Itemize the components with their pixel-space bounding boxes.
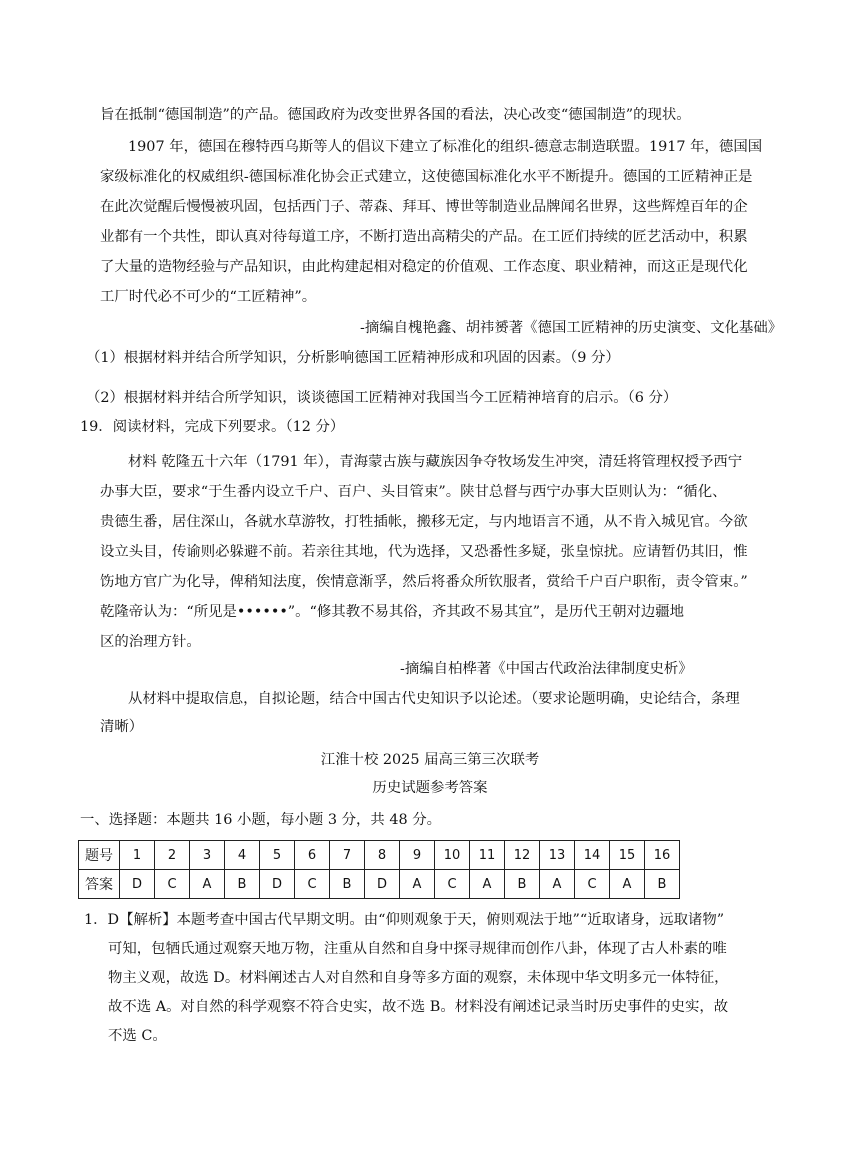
- answer-table: [78, 840, 680, 899]
- answer-cell: A: [540, 870, 575, 899]
- question-number: 5: [260, 841, 295, 870]
- table-row-label: 题号: [79, 841, 120, 870]
- table-row: [79, 841, 680, 870]
- question-number: 9: [400, 841, 435, 870]
- question-number: 2: [155, 841, 190, 870]
- answer-cell: A: [610, 870, 645, 899]
- question-19-title: 19．阅读材料，完成下列要求。（12 分）: [80, 419, 345, 435]
- answer-cell: C: [575, 870, 610, 899]
- question-number: 10: [435, 841, 470, 870]
- material-19-line: 贵德生番，居住深山，各就水草游牧，打牲插帐，搬移无定，与内地语言不通，从不肯入城见官。今欲: [100, 514, 748, 530]
- question-number: 8: [365, 841, 400, 870]
- answer-cell: D: [260, 870, 295, 899]
- material-19-line: 饬地方官广为化导，俾稍知法度，俟情意渐孚，然后将番众所钦服者，赏给千户百户职衔，责令管束。”: [100, 574, 748, 590]
- answer-cell: B: [645, 870, 680, 899]
- answer-cell: A: [190, 870, 225, 899]
- answer-subtitle: 历史试题参考答案: [372, 780, 488, 796]
- question-number: 16: [645, 841, 680, 870]
- answer-cell: B: [225, 870, 260, 899]
- question-19-task: 清晰）: [100, 719, 144, 735]
- table-row: [79, 870, 680, 899]
- material-18-line: 工厂时代必不可少的“工匠精神”。: [100, 289, 317, 305]
- question-number: 11: [470, 841, 505, 870]
- question-number: 1: [120, 841, 155, 870]
- material-18-tail: 旨在抵制“德国制造”的产品。德国政府为改变世界各国的看法，决心改变“德国制造”的现状。: [100, 107, 691, 123]
- question-18-2: （2）根据材料并结合所学知识，谈谈德国工匠精神对我国当今工匠精神培育的启示。（6 分）: [86, 390, 678, 406]
- explanation-line: 可知，包牺氏通过观察天地万物，注重从自然和自身中探寻规律而创作八卦，体现了古人朴素的唯: [108, 941, 727, 957]
- answer-cell: B: [505, 870, 540, 899]
- question-number: 4: [225, 841, 260, 870]
- material-18-line: 了大量的造物经验与产品知识，由此构建起相对稳定的价值观、工作态度、职业精神，而这正是现代化: [100, 259, 748, 275]
- answer-cell: B: [330, 870, 365, 899]
- material-18-line: 家级标准化的权威组织-德国标准化协会正式建立，这使德国标准化水平不断提升。德国的工匠精神正是: [100, 169, 753, 185]
- material-19-line: 设立头目，传谕则必躲避不前。若亲往其地，代为选择，又恐番性多疑，张皇惊扰。应请暂仍其旧，惟: [100, 544, 748, 560]
- material-19-line: 乾隆帝认为：“所见是••••••”。“修其教不易其俗，齐其政不易其宜”，是历代王朝对边疆地: [100, 604, 685, 620]
- question-number: 13: [540, 841, 575, 870]
- explanation-line: 1．D【解析】本题考查中国古代早期文明。由“仰则观象于天，俯则观法于地”“近取诸身，远取诸物”: [84, 912, 725, 928]
- question-number: 15: [610, 841, 645, 870]
- explanation-line: 物主义观，故选 D。材料阐述古人对自然和自身等多方面的观察，未体现中华文明多元一体特征，: [108, 970, 729, 986]
- material-19-line: 材料 乾隆五十六年（1791 年），青海蒙古族与藏族因争夺牧场发生冲突，清廷将管理权授予西宁: [128, 454, 743, 470]
- question-number: 7: [330, 841, 365, 870]
- answer-cell: A: [470, 870, 505, 899]
- source-citation-19: -摘编自柏桦著《中国古代政治法律制度史析》: [400, 661, 693, 677]
- answer-cell: D: [120, 870, 155, 899]
- material-19-line: 办事大臣，要求“于生番内设立千户、百户、头目管束”。陕甘总督与西宁办事大臣则认为：“循化、: [100, 484, 727, 500]
- answer-cell: C: [435, 870, 470, 899]
- answer-cell: C: [295, 870, 330, 899]
- table-row-label: 答案: [79, 870, 120, 899]
- material-18-line: 业都有一个共性，即认真对待每道工序，不断打造出高精尖的产品。在工匠们持续的匠艺活动中，积累: [100, 229, 748, 245]
- material-18-line: 1907 年，德国在穆特西乌斯等人的倡议下建立了标准化的组织-德意志制造联盟。1917 年，德国国: [128, 139, 763, 155]
- question-19-task: 从材料中提取信息，自拟论题，结合中国古代史知识予以论述。（要求论题明确，史论结合，条理: [128, 691, 740, 707]
- answer-title: 江淮十校 2025 届高三第三次联考: [320, 752, 540, 768]
- question-number: 6: [295, 841, 330, 870]
- question-number: 12: [505, 841, 540, 870]
- answer-cell: C: [155, 870, 190, 899]
- section-heading: 一、选择题：本题共 16 小题，每小题 3 分，共 48 分。: [80, 812, 442, 828]
- material-18-line: 在此次觉醒后慢慢被巩固，包括西门子、蒂森、拜耳、博世等制造业品牌闻名世界，这些辉煌百年的企: [100, 199, 748, 215]
- question-18-1: （1）根据材料并结合所学知识，分析影响德国工匠精神形成和巩固的因素。（9 分）: [86, 350, 620, 366]
- question-number: 14: [575, 841, 610, 870]
- explanation-line: 故不选 A。对自然的科学观察不符合史实，故不选 B。材料没有阐述记录当时历史事件的史实，故: [108, 999, 729, 1015]
- explanation-line: 不选 C。: [108, 1028, 167, 1044]
- question-number: 3: [190, 841, 225, 870]
- answer-cell: D: [365, 870, 400, 899]
- source-citation-18: -摘编自槐艳鑫、胡祎赟著《德国工匠精神的历史演变、文化基础》: [360, 320, 783, 336]
- material-19-line: 区的治理方针。: [100, 634, 201, 650]
- answer-cell: A: [400, 870, 435, 899]
